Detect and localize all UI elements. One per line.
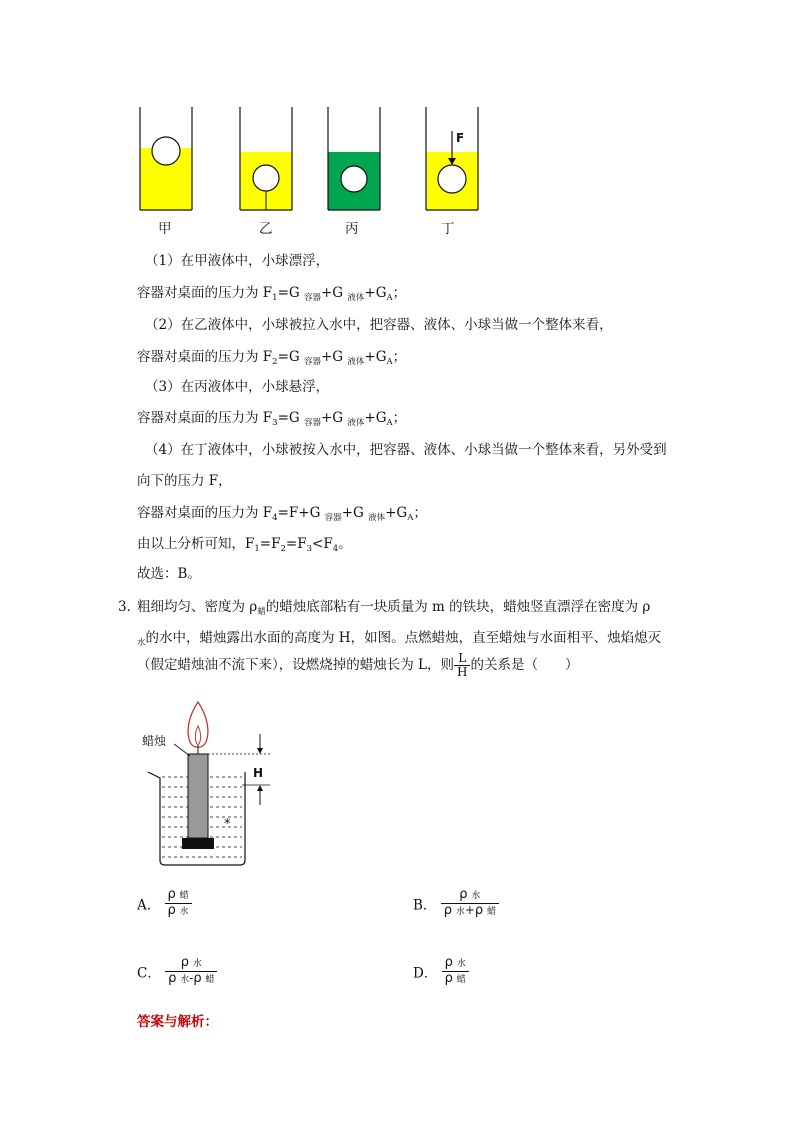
analysis-line-5: （3）在丙液体中，小球悬浮，: [145, 379, 330, 395]
analysis-line-1: （1）在甲液体中，小球漂浮，: [145, 253, 330, 269]
answer-heading: 答案与解析：: [137, 1014, 218, 1030]
option-d[interactable]: D． $\frac{\text{ρ 水}}{\text{ρ 蜡}}$: [413, 956, 469, 987]
container-jia: [140, 107, 192, 210]
analysis-line-9: 容器对桌面的压力为 $F_4=F+G$ $_{容器}$+G $_{液体}+G_A$；: [137, 505, 427, 523]
analysis-line-3: （2）在乙液体中，小球被拉入水中，把容器、液体、小球当做一个整体来看，: [145, 317, 613, 333]
containers-figure: [130, 105, 490, 235]
candle: [188, 754, 208, 838]
ball-yi: [253, 165, 279, 191]
ball-bing: [341, 166, 367, 192]
label-bing: 丙: [345, 221, 359, 237]
option-a[interactable]: A． $\frac{\text{ρ 蜡}}{\text{ρ 水}}$: [137, 888, 192, 919]
analysis-line-4: 容器对桌面的压力为 $F_2=G$ $_{容器}$+G $_{液体}+G_A$；: [137, 349, 407, 367]
ball-ding: [438, 165, 466, 193]
option-c[interactable]: C． $\frac{\text{ρ 水}}{\text{ρ 水-ρ 蜡}}$: [137, 956, 217, 987]
candle-label: 蜡烛: [142, 734, 167, 748]
analysis-line-6: 容器对桌面的压力为 $F_3=G$ $_{容器}$+G $_{液体}+G_A$；: [137, 410, 407, 428]
container-bing: [328, 107, 380, 210]
force-label: F: [456, 131, 465, 145]
iron-block: [182, 838, 214, 849]
analysis-line-8: 向下的压力 F，: [137, 473, 232, 489]
option-b[interactable]: B． $\frac{\text{ρ 水}}{\text{ρ 水+ρ 蜡}}$: [413, 888, 499, 919]
h-label: H: [253, 766, 264, 780]
label-ding: 丁: [441, 221, 455, 237]
label-jia: 甲: [158, 221, 172, 237]
fraction-L-over-H: $\frac{L}{H}$: [454, 652, 470, 679]
analysis-conclusion: 由以上分析可知，$F_1=F_2=F_3<F_4$。: [137, 536, 352, 554]
question3-line-3: （假定蜡烛油不流下来），设燃烧掉的蜡烛长为 L，则 $\frac{L}{H}$ 的关系是（ ）: [137, 651, 579, 679]
container-ding: [426, 107, 478, 210]
answer-choice: 故选：B。: [137, 566, 201, 582]
svg-text:*: *: [224, 817, 231, 832]
container-yi: [240, 107, 292, 210]
label-yi: 乙: [259, 221, 273, 237]
analysis-line-7: （4）在丁液体中，小球被按入水中，把容器、液体、小球当做一个整体来看，另外受到: [145, 442, 667, 458]
question3-line-1: 粗细均匀、密度为 $\rho_蜡$的蜡烛底部粘有一块质量为 m 的铁块，蜡烛竖直漂浮在密度为 ρ: [137, 599, 651, 617]
flame-icon: [188, 702, 208, 747]
ball-jia: [152, 137, 180, 165]
candle-figure: [138, 692, 288, 872]
question3-line-2: $_水$的水中，蜡烛露出水面的高度为 H，如图。点燃蜡烛，直至蜡烛与水面相平、烛焰熄灭: [137, 630, 662, 648]
analysis-line-2: 容器对桌面的压力为 $F_1=G$ $_{容器}$+G $_{液体}+G_A$；: [137, 285, 407, 303]
question-number: 3．: [118, 599, 141, 615]
